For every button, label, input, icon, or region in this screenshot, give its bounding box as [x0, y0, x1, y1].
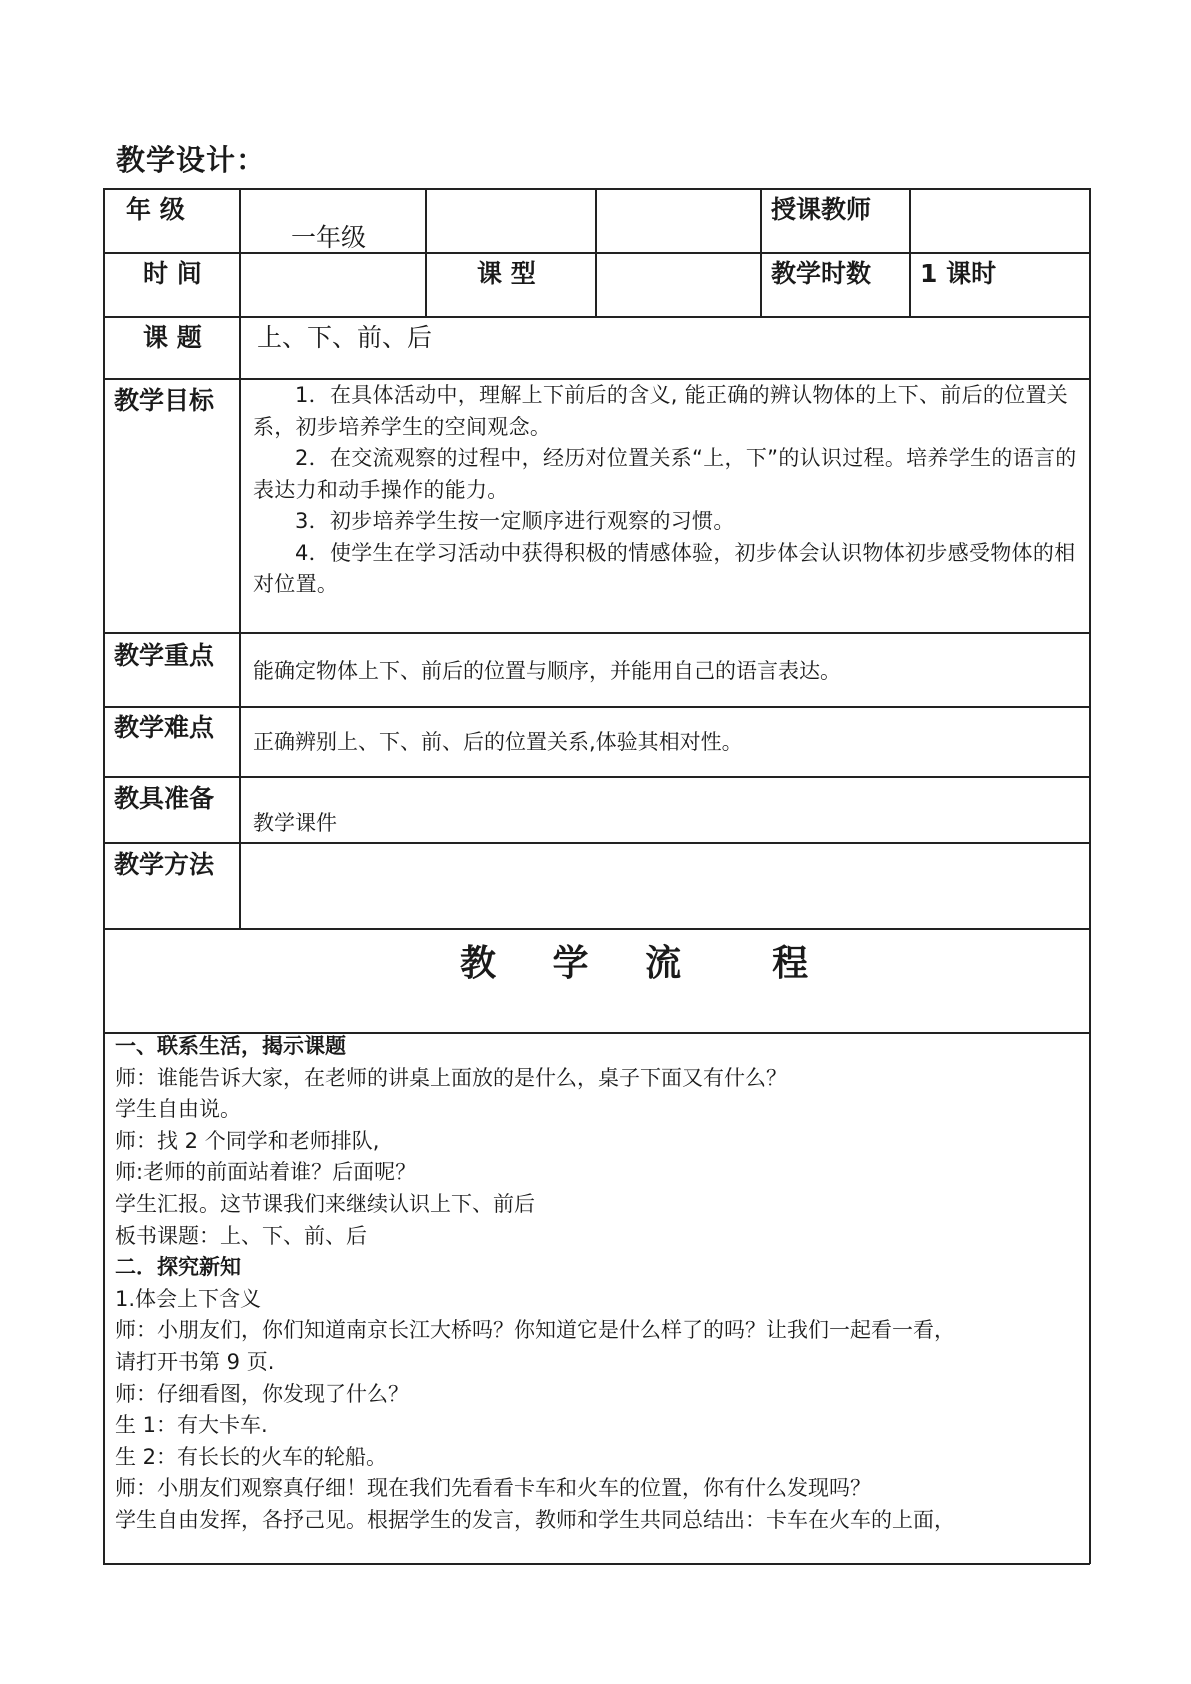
row-divider	[103, 632, 1090, 634]
flow-line: 师：小朋友们观察真仔细！现在我们先看看卡车和火车的位置，你有什么发现吗？	[115, 1476, 871, 1501]
flow-line: 生 1：有大卡车.	[115, 1413, 268, 1438]
col-divider	[760, 188, 762, 317]
row-divider	[103, 842, 1090, 844]
table-border-bottom	[103, 1563, 1090, 1565]
table-border-left	[103, 188, 105, 1564]
topic-label: 课 题	[143, 323, 202, 352]
flow-line: 师：小朋友们，你们知道南京长江大桥吗？你知道它是什么样了的吗？让我们一起看一看，	[115, 1318, 955, 1343]
row-divider	[103, 706, 1090, 708]
hours-value: 1 课时	[920, 259, 997, 288]
key-points-value: 能确定物体上下、前后的位置与顺序，并能用自己的语言表达。	[253, 659, 841, 683]
col-divider	[909, 188, 911, 317]
flow-line: 学生自由发挥，各抒己见。根据学生的发言，教师和学生共同总结出：卡车在火车的上面，	[115, 1507, 955, 1532]
time-label: 时 间	[143, 259, 202, 288]
flow-content	[115, 1031, 1090, 1537]
type-label: 课 型	[477, 259, 536, 288]
col-divider	[239, 188, 241, 929]
flow-line: 师：找 2 个同学和老师排队,	[115, 1128, 380, 1153]
table-border-top	[103, 188, 1090, 190]
methods-label: 教学方法	[114, 850, 215, 879]
flow-line: 学生自由说。	[115, 1097, 241, 1122]
flow-line: 1.体会上下含义	[115, 1286, 262, 1311]
flow-line: 师:老师的前面站着谁？后面呢？	[115, 1160, 417, 1185]
tools-label: 教具准备	[114, 784, 215, 813]
key-points-label: 教学重点	[114, 641, 215, 670]
objective-item: 2．在交流观察的过程中，经历对位置关系“上，下”的认识过程。培养学生的语言的表达力和动手操作的能力。	[253, 446, 1077, 502]
objective-item: 1．在具体活动中，理解上下前后的含义, 能正确的辨认物体的上下、前后的位置关系，初步培养学生的空间观念。	[253, 383, 1069, 439]
difficulties-label: 教学难点	[114, 713, 215, 742]
objective-item: 3．初步培养学生按一定顺序进行观察的习惯。	[295, 509, 735, 533]
teacher-label: 授课教师	[771, 195, 872, 224]
page-title: 教学设计：	[116, 143, 267, 177]
topic-value: 上、下、前、后	[257, 323, 433, 352]
flow-line: 师：仔细看图，你发现了什么？	[115, 1381, 409, 1406]
flow-line: 师：谁能告诉大家，在老师的讲桌上面放的是什么，桌子下面又有什么？	[115, 1065, 787, 1090]
objectives-label: 教学目标	[114, 386, 215, 415]
flow-line: 请打开书第 9 页.	[115, 1349, 275, 1374]
row-divider	[103, 928, 1090, 930]
difficulties-value: 正确辨别上、下、前、后的位置关系,体验其相对性。	[253, 730, 743, 754]
flow-line-heading: 一、联系生活，揭示课题	[115, 1034, 346, 1058]
col-divider	[425, 188, 427, 317]
flow-title: 教 学 流 程	[460, 943, 831, 984]
col-divider	[595, 188, 597, 317]
row-divider	[103, 316, 1090, 318]
flow-line: 生 2：有长长的火车的轮船。	[115, 1444, 388, 1469]
grade-label: 年 级	[126, 195, 185, 224]
flow-line: 学生汇报。这节课我们来继续认识上下、前后	[115, 1191, 535, 1216]
objectives-list	[253, 380, 1085, 601]
grade-value: 一年级	[291, 223, 367, 252]
flow-line: 板书课题：上、下、前、后	[115, 1223, 367, 1248]
hours-label: 教学时数	[771, 259, 872, 288]
tools-value: 教学课件	[253, 811, 337, 835]
row-divider	[103, 776, 1090, 778]
objective-item: 4．使学生在学习活动中获得积极的情感体验，初步体会认识物体初步感受物体的相对位置。	[253, 540, 1076, 596]
flow-line-heading: 二．探究新知	[115, 1255, 241, 1280]
